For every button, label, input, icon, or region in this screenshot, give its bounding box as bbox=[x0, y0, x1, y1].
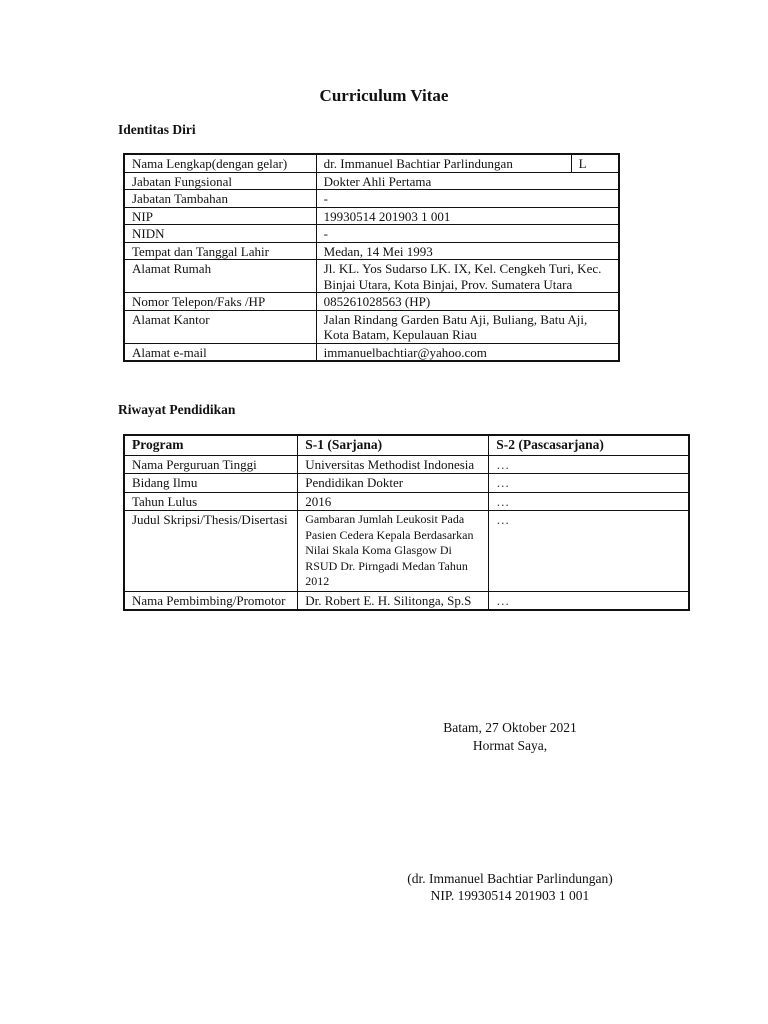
table-row bbox=[124, 190, 619, 208]
s1-value: Gambaran Jumlah Leukosit Pada Pasien Cedera Kepala Berdasarkan Nilai Skala Koma Glasgow Di RSUD Dr. Pirngadi Medan Tahun 2012 bbox=[298, 511, 489, 592]
s1-value: Universitas Methodist Indonesia bbox=[298, 455, 489, 474]
table-row bbox=[124, 474, 689, 493]
row-label: Nama Perguruan Tinggi bbox=[124, 455, 298, 474]
table-row bbox=[124, 511, 689, 592]
place-date: Batam, 27 Oktober 2021 bbox=[443, 720, 577, 735]
closing: Hormat Saya, bbox=[472, 738, 548, 753]
s2-value: … bbox=[489, 591, 689, 610]
column-header: S-1 (Sarjana) bbox=[298, 435, 489, 455]
row-label: Nama Lengkap(dengan gelar) bbox=[124, 154, 316, 172]
table-row bbox=[124, 242, 619, 260]
document-title: Curriculum Vitae bbox=[319, 86, 449, 105]
table-row bbox=[124, 343, 619, 361]
s1-value: Pendidikan Dokter bbox=[298, 474, 489, 493]
table-row bbox=[124, 293, 619, 311]
table-row bbox=[124, 310, 619, 343]
s2-value: … bbox=[489, 474, 689, 493]
column-header: Program bbox=[124, 435, 298, 455]
row-value: Jalan Rindang Garden Batu Aji, Buliang, Batu Aji, Kota Batam, Kepulauan Riau bbox=[316, 310, 619, 343]
s2-value: … bbox=[489, 511, 689, 592]
signer-nip: NIP. 19930514 201903 1 001 bbox=[430, 888, 590, 903]
identity-table bbox=[123, 153, 620, 362]
signer-name: (dr. Immanuel Bachtiar Parlindungan) bbox=[407, 871, 613, 886]
row-label: Nama Pembimbing/Promotor bbox=[124, 591, 298, 610]
education-table bbox=[123, 434, 690, 611]
education-heading: Riwayat Pendidikan bbox=[118, 402, 236, 417]
gender-cell: L bbox=[571, 154, 619, 172]
row-value: 19930514 201903 1 001 bbox=[316, 207, 619, 225]
row-label: Nomor Telepon/Faks /HP bbox=[124, 293, 316, 311]
table-header-row bbox=[124, 435, 689, 455]
table-row bbox=[124, 455, 689, 474]
column-header: S-2 (Pascasarjana) bbox=[489, 435, 689, 455]
row-value: 085261028563 (HP) bbox=[316, 293, 619, 311]
s1-value: Dr. Robert E. H. Silitonga, Sp.S bbox=[298, 591, 489, 610]
identity-heading: Identitas Diri bbox=[118, 122, 196, 137]
row-value: - bbox=[316, 225, 619, 243]
table-row bbox=[124, 492, 689, 511]
email-value: immanuelbachtiar@yahoo.com bbox=[316, 343, 619, 361]
table-row bbox=[124, 225, 619, 243]
row-label: NIP bbox=[124, 207, 316, 225]
row-label: Jabatan Tambahan bbox=[124, 190, 316, 208]
row-label: NIDN bbox=[124, 225, 316, 243]
row-value: dr. Immanuel Bachtiar Parlindungan bbox=[316, 154, 571, 172]
row-label: Tempat dan Tanggal Lahir bbox=[124, 242, 316, 260]
s1-value: 2016 bbox=[298, 492, 489, 511]
table-row bbox=[124, 172, 619, 190]
s2-value: … bbox=[489, 492, 689, 511]
row-value: Dokter Ahli Pertama bbox=[316, 172, 619, 190]
row-label: Tahun Lulus bbox=[124, 492, 298, 511]
row-label: Alamat e-mail bbox=[124, 343, 316, 361]
table-row bbox=[124, 154, 619, 172]
table-row bbox=[124, 207, 619, 225]
row-label: Bidang Ilmu bbox=[124, 474, 298, 493]
row-label: Alamat Kantor bbox=[124, 310, 316, 343]
row-label: Alamat Rumah bbox=[124, 260, 316, 293]
row-value: Medan, 14 Mei 1993 bbox=[316, 242, 619, 260]
row-value: - bbox=[316, 190, 619, 208]
row-label: Jabatan Fungsional bbox=[124, 172, 316, 190]
row-value: Jl. KL. Yos Sudarso LK. IX, Kel. Cengkeh Turi, Kec. Binjai Utara, Kota Binjai, Prov. Sumatera Utara bbox=[316, 260, 619, 293]
row-label: Judul Skripsi/Thesis/Disertasi bbox=[124, 511, 298, 592]
table-row bbox=[124, 260, 619, 293]
s2-value: … bbox=[489, 455, 689, 474]
table-row bbox=[124, 591, 689, 610]
